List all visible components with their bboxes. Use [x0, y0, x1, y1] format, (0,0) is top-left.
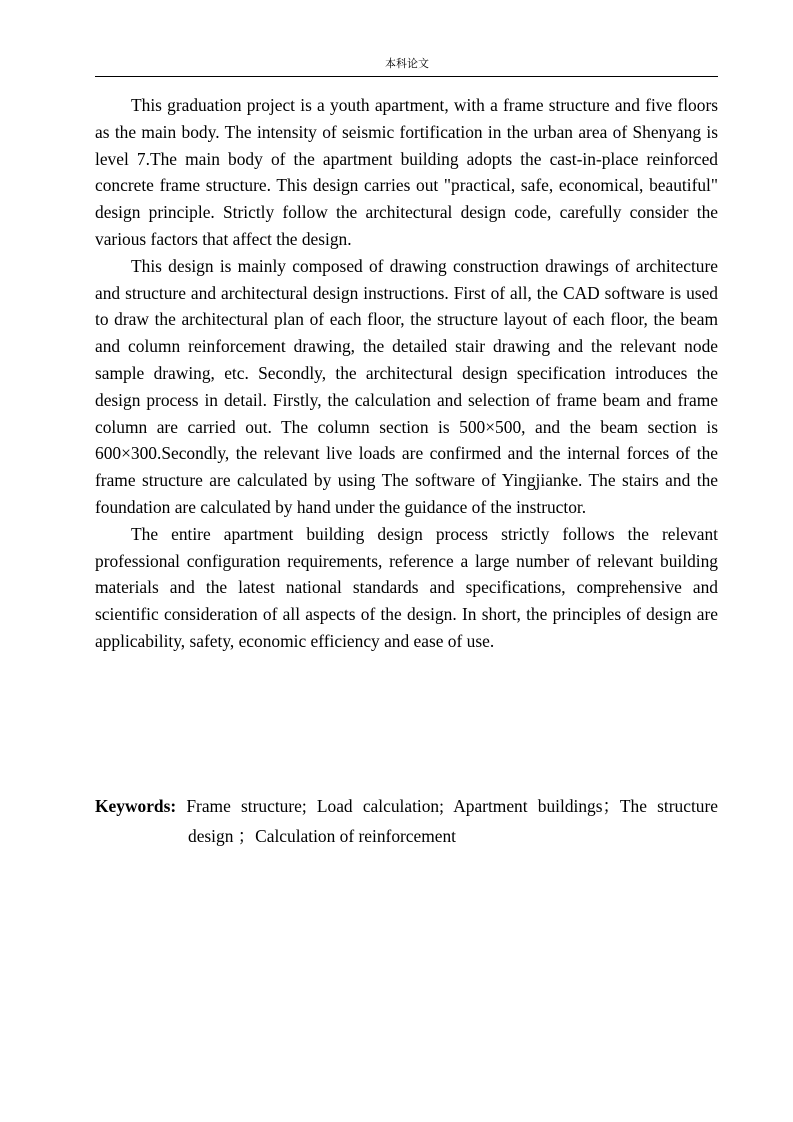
- page-header: 本科论文: [385, 57, 429, 70]
- header-rule: [95, 76, 718, 77]
- abstract-body: [95, 92, 718, 655]
- keywords-text: Frame structure; Load calculation; Apartment buildings；The structure design ；Calculation of reinforcement: [186, 796, 718, 846]
- abstract-paragraph-2: This design is mainly composed of drawing construction drawings of architecture and structure and architectural design instructions. First of all, the CAD software is used to draw the architectural plan of each floor, the structure layout of each floor, the beam and column reinforcement drawing, the detailed stair drawing and the relevant node sample drawing, etc. Secondly, the architectural design specification introduces the design process in detail. Firstly, the calculation and selection of frame beam and frame column are carried out. The column section is 500×500, and the beam section is 600×300.Secondly, the relevant live loads are confirmed and the internal forces of the frame structure are calculated by using The software of Yingjianke. The stairs and the foundation are calculated by hand under the guidance of the instructor.: [95, 255, 718, 517]
- keywords-block: [95, 791, 718, 851]
- abstract-paragraph-1: This graduation project is a youth apartment, with a frame structure and five floors as the main body. The intensity of seismic fortification in the urban area of Shenyang is level 7.The main body of the apartment building adopts the cast-in-place reinforced concrete frame structure. This design carries out "practical, safe, economical, beautiful" design principle. Strictly follow the architectural design code, carefully consider the various factors that affect the design.: [95, 95, 718, 249]
- keywords-label: Keywords:: [95, 796, 177, 816]
- abstract-paragraph-3: The entire apartment building design process strictly follows the relevant professional configuration requirements, reference a large number of relevant building materials and the latest national standards and specifications, comprehensive and scientific consideration of all aspects of the design. In short, the principles of design are applicability, safety, economic efficiency and ease of use.: [95, 523, 718, 651]
